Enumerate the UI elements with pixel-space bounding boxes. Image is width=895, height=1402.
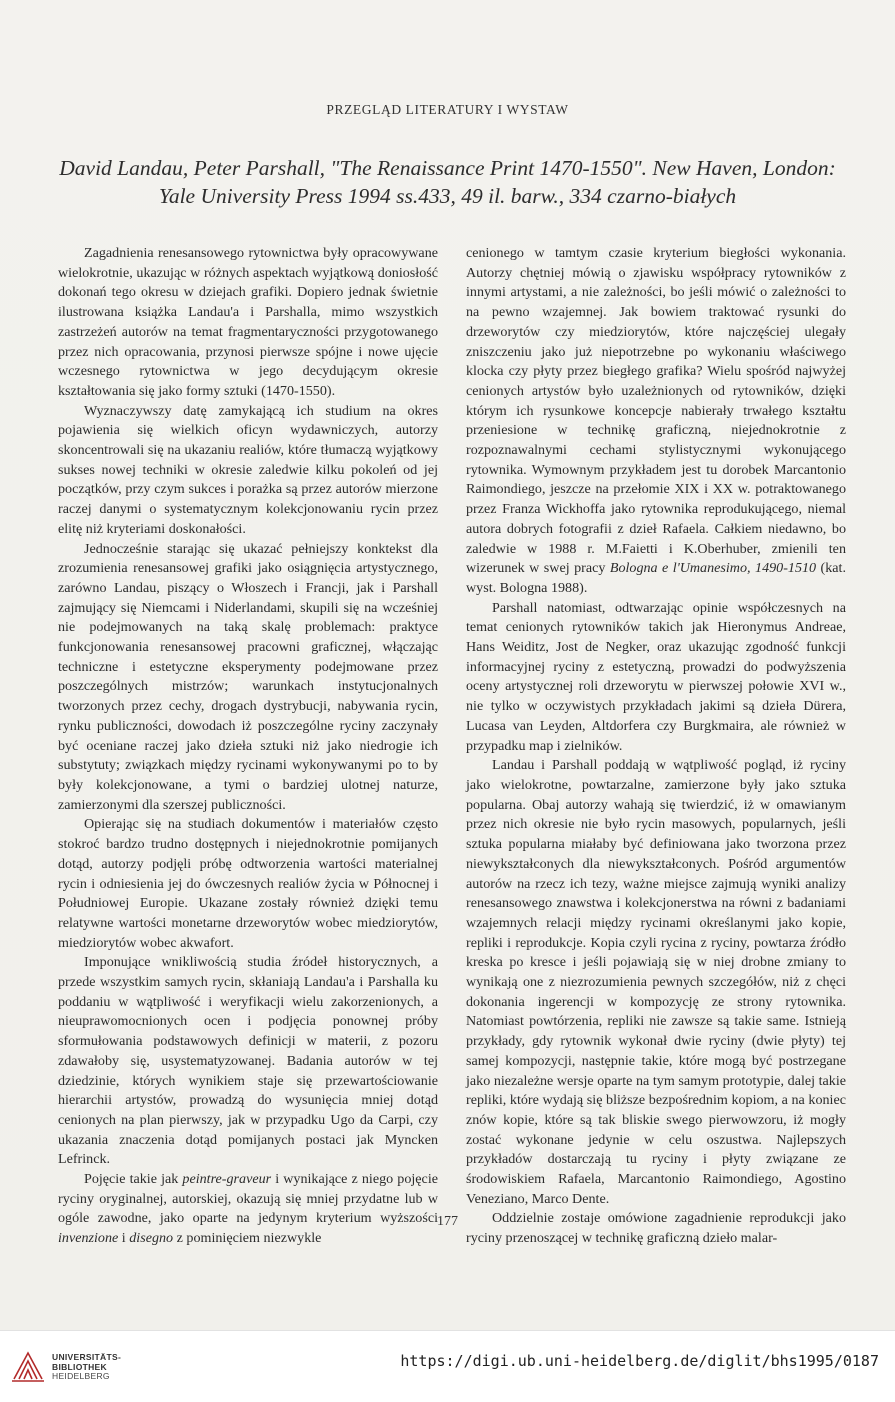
title-line-2: Yale University Press 1994 ss.433, 49 il. barw., 334 czarno-białych — [158, 184, 737, 208]
university-library-logo-icon[interactable] — [8, 1345, 48, 1385]
library-name-line: BIBLIOTHEK — [52, 1361, 107, 1372]
running-head: PRZEGLĄD LITERATURY I WYSTAW — [326, 102, 569, 117]
paragraph: Jednocześnie starając się ukazać pełniejszy konktekst dla zrozumienia renesansowej grafiki jako osiągnięcia artystycznego, zarówno Landau, piszący o Włoszech i Francji, jak i Parshall zajmujący się Niemcami i Niderlandami, skupili się na wcześniej nie podejmowanych na taką skalę problemach: praktyce funkcjonowania renesansowej pracowni graficznej, włączając techniczne i estetyczne eksperymenty podejmowane przez poszczególnych mistrzów; warunkach instytucjonalnych tworzonych przez cechy, drogach dystrybucji, nabywania rycin, rynku publiczności, dowodach iż poszczególne ryciny zaczynały być oceniane raczej jako dzieła sztuki niż jako niedrogie ich substytuty; związkach między rycinami wykonywanymi po to by były kolekcjonowane, a tymi o bardziej ulotnej naturze, zamierzonymi dla szerszej publiczności. — [58, 540, 438, 813]
paragraph-italic-terms: Pojęcie takie jak peintre-graveur i wynikające z niego pojęcie ryciny oryginalnej, autorskiej, okazują się mniej przydatne lub w ogóle zawodne, jako oparte na jedynym kryterium wyższości invenzione i disegno z pominięciem niezwykle — [58, 1171, 438, 1247]
library-name[interactable] — [52, 1353, 121, 1382]
library-name-line: HEIDELBERG — [52, 1371, 110, 1381]
paragraph-continued: cenionego w tamtym czasie kryterium biegłości wykonania. Autorzy chętniej mówią o zjawisku współpracy rytowników z innymi artystami, a nie zależności, bo jeśli mówić o zależności to na pewno wzajemnej. Jak bowiem traktować rysunki do drzeworytów czy miedziorytów, które najczęściej ulegały zniszczeniu jako już niepotrzebne po wykonaniu właściwego klocka czy płyty przez biegłego grafika? Wielu spośród najwyżej cenionych artystów było uzależnionych od rytowników, dzięki którym ich rysunkowe koncepcje nabierały trwałego kształtu przeniesione w technikę graficzną, niejednokrotnie z rozpoznawalnymi cechami stylistycznymi wykonującego rytownika. Wymownym przykładem jest tu dorobek Marcantonio Raimondiego, jeszcze na przełomie XIX i XX w. potraktowanego przez Franza Wickhoffa jako rytownika reprodukującego, niemal autora dobrych fotografii z dzieł Rafaela. Całkiem niedawno, bo zaledwie w 1988 r. M.Faietti i K.Oberhuber, zmienili ten wizerunek w swej pracy Bologna e l'Umanesimo, 1490-1510 (kat. wyst. Bologna 1988). — [466, 245, 846, 596]
right-column — [466, 244, 846, 1249]
paragraph: Parshall natomiast, odtwarzając opinie współczesnych na temat cenionych rytowników takich jak Hieronymus Andreae, Hans Weiditz, Jost de Negker, oraz ukazując zgodność funkcji informacyjnej ryciny z estetyczną, prowadzi do podwyższenia oceny artystycznej roli drzeworytu w pierwszej połowie XVI w., nie tylko w oczywistych przykładach jakimi są dzieła Dürera, Lucasa van Leyden, Altdorfera czy Burgkmaira, ale również w przypadku map i zielników. — [466, 599, 846, 754]
permalink-url[interactable]: https://digi.ub.uni-heidelberg.de/diglit/bhs1995/0187 — [400, 1352, 879, 1370]
italic-term: peintre-graveur — [182, 1171, 272, 1188]
review-title — [40, 154, 855, 210]
italic-term: invenzione — [58, 1230, 119, 1247]
page-number: 177 — [437, 1214, 458, 1229]
paragraph: Oddzielnie zostaje omówione zagadnienie reprodukcji jako ryciny przenoszącej w technikę graficzną dzieło malar- — [466, 1210, 846, 1247]
paragraph: Landau i Parshall poddają w wątpliwość pogląd, iż ryciny jako wielokrotne, powtarzalne, zamierzone były jako sztuka popularna. Obaj autorzy wahają się twierdzić, iż w omawianym przez nich okresie nie było rycin masowych, popularnych, jeśli sztuka popularna miałaby być definiowana jako tworzona przez niewykształconych dla niewykształconych. Pośród argumentów autorów na rzecz ich tezy, ważne miejsce zajmują wyniki analizy renesansowego znawstwa i kolekcjonerstwa na równi z badaniami wzajemnych relacji między rycinami określanymi jako kopie, repliki i reprodukcje. Kopia czyli rycina z ryciny, powtarza źródło kreska po kresce i jeśli pojawiają się w niej drobne zmiany to wynikają one z niezrozumienia pewnych szczegółów, niż z chęci dokonania ingerencji w kompozycję ze strony rytownika. Natomiast powtórzenia, repliki nie zawsze są takie same. Istnieją przykłady, gdy rytownik wykonał dwie ryciny (dwie płyty) tej samej kompozycji, następnie takie, które mogą być postrzegane jako niezależne wersje oparte na tym samym prototypie, dalej takie repliki, które wydają się bliższe bezpośrednim kopiom, a na koniec znów kopie, które są tak bliskie swego pierwowzoru, iż mogły zostać wykonane jedynie w celu oszustwa. Najlepszych przykładów dostarczają tu ryciny i płyty związane ze środowiskiem Rafaela, Marcantonio Raimondiego, Agostino Veneziano, Marco Dente. — [466, 757, 846, 1207]
italic-term: disegno — [129, 1230, 174, 1247]
title-line-1: David Landau, Peter Parshall, "The Renaissance Print 1470-1550". New Haven, London: — [59, 156, 836, 180]
library-footer — [0, 1330, 895, 1402]
citation-title: Bologna e l'Umanesimo, 1490-1510 — [609, 560, 817, 577]
library-name-line: UNIVERSITÄTS- — [52, 1352, 122, 1362]
citation-tail: (kat. wyst. Bologna 1988). — [466, 560, 846, 596]
left-column — [58, 244, 438, 1249]
paragraph: Zagadnienia renesansowego rytownictwa były opracowywane wielokrotnie, ukazując w różnych aspektach wyjątkową doniosłość dokonań tego okresu w dziejach grafiki. Dopiero jednak świetnie ilustrowana książka Landau'a i Parshalla, mimo wszystkich zastrzeżeń autorów na temat fragmentaryczności przygotowanego przez nich opracowania, przynosi pierwsze spójne i nowe ujęcie wczesnego rytownictwa w jego decydującym okresie kształtowania się jako formy sztuki (1470-1550). — [58, 245, 438, 399]
paragraph: Wyznaczywszy datę zamykającą ich studium na okres pojawienia się wielkich oficyn wydawniczych, autorzy skoncentrowali się na ukazaniu realiów, które tłumaczą wyjątkowy sukses nowej techniki w okresie zaledwie kilku pokoleń od jej początków, przy czym sukces i porażka są przez autorów mierzone raczej danymi o systematycznym kolekcjonowaniu rycin przez elitę niż kryteriami doskonałości. — [58, 402, 438, 537]
paragraph: Imponujące wnikliwością studia źródeł historycznych, a przede wszystkim samych rycin, skłaniają Landau'a i Parshalla ku poddaniu w wątpliwość i weryfikacji wielu zakorzenionych, a nieuprawomocnionych ocen i podjęcia ponownej próby sformułowania podstawowych definicji w materii, z pozoru zdawałoby się, usystematyzowanej. Badania autorów w tej dziedzinie, których wynikiem staje się przewartościowanie hierarchii artystów, prowadzą do wysunięcia mniej dotąd cenionych na plan pierwszy, jak w przypadku Ugo da Carpi, czy ukazania znaczenia dotąd pomijanych postaci jak Myncken Lefrinck. — [58, 954, 438, 1168]
paragraph: Opierając się na studiach dokumentów i materiałów często stokroć bardzo trudno dostępnych i niejednokrotnie pomijanych dotąd, autorzy podjęli próbę odtworzenia wartości materialnej rycin i odniesienia jej do ówczesnych realiów życia w Północnej i Południowej Europie. Ukazane zostały również dzięki temu relatywne wartości monetarne drzeworytów wobec miedziorytów, miedziorytów wobec akwafort. — [58, 816, 438, 951]
